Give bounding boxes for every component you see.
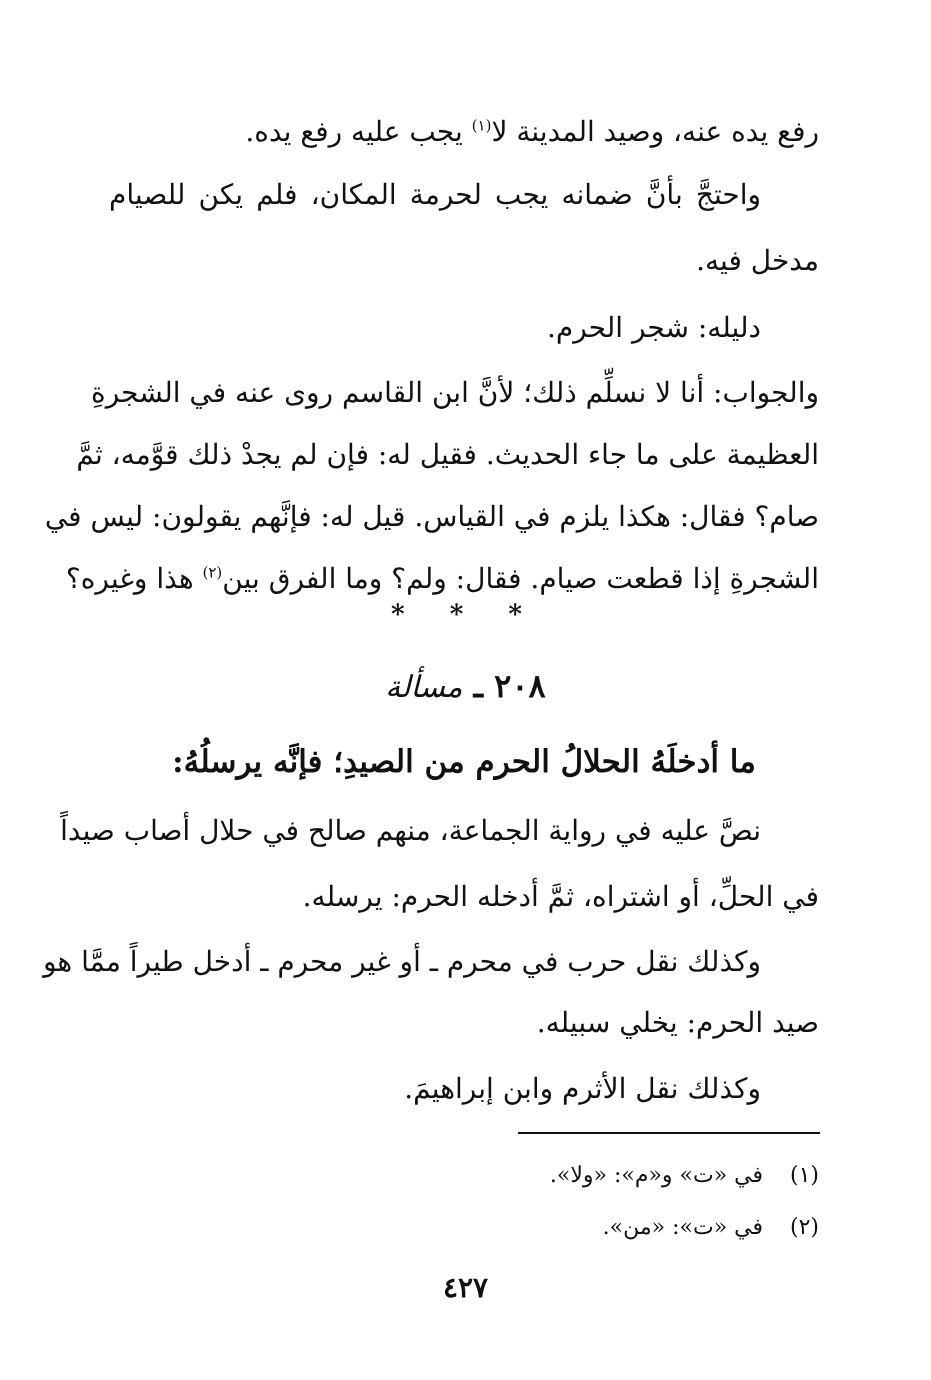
issue-heading: ما أدخلَهُ الحلالُ الحرم من الصيدِ؛ فإنَّه يرسلُهُ: — [172, 744, 756, 780]
text-line: مدخل فيه. — [696, 244, 819, 277]
page-number: ٤٢٧ — [442, 1271, 489, 1304]
section-separator: * * * — [391, 600, 540, 630]
footnote-divider — [518, 1132, 820, 1134]
footnote-number: (١) — [789, 1163, 819, 1188]
text-line-content: الشجرةِ إذا قطعت صيام. فقال: ولم؟ وما الفرق بين — [222, 562, 819, 595]
text-line: دليله: شجر الحرم. — [546, 311, 761, 344]
footnote-item — [419, 1202, 819, 1254]
main-text-section-1 — [44, 102, 819, 610]
footnote-item — [419, 1150, 819, 1202]
text-line: واحتجَّ بأنَّ ضمانه يجب لحرمة المكان، فلم يكن للصيام — [109, 178, 761, 211]
text-line: في الحلِّ، أو اشتراه، ثمَّ أدخله الحرم: يرسله. — [302, 880, 819, 913]
text-line: نصَّ عليه في رواية الجماعة، منهم صالح في حلال أصاب صيداً — [60, 814, 761, 847]
text-line: العظيمة على ما جاء الحديث. فقيل له: فإن لم يجدْ ذلك قوَّمه، ثمَّ — [76, 438, 819, 471]
text-line: صام؟ فقال: هكذا يلزم في القياس. قيل له: فإنَّهم يقولون: ليس في — [44, 500, 819, 533]
issue-dash: ـ — [462, 667, 495, 705]
footnote-number: (٢) — [789, 1215, 819, 1240]
text-line-tail: يجب عليه رفع يده. — [245, 115, 472, 148]
text-line: والجواب: أنا لا نسلِّم ذلك؛ لأنَّ ابن القاسم روى عنه في الشجرةِ — [91, 376, 819, 409]
issue-title — [0, 662, 931, 712]
footnotes — [419, 1150, 819, 1254]
text-line-tail: هذا وغيره؟ — [65, 562, 203, 595]
text-line — [109, 102, 819, 162]
text-line: وكذلك نقل حرب في محرم ـ أو غير محرم ـ أدخل طيراً ممَّا هو — [42, 945, 761, 978]
footnote-ref-1: (١) — [471, 116, 492, 135]
footnote-ref-2: (٢) — [202, 563, 223, 582]
text-line-content: رفع يده عنه، وصيد المدينة لا — [491, 115, 819, 148]
issue-number: ٢٠٨ — [494, 667, 546, 705]
issue-word: مسألة — [385, 670, 463, 705]
text-line: وكذلك نقل الأثرم وابن إبراهيمَ. — [404, 1072, 761, 1105]
footnote-text: في «ت»: «من». — [602, 1215, 763, 1240]
footnote-text: في «ت» و«م»: «ولا». — [549, 1163, 763, 1188]
main-text-section-2 — [42, 800, 819, 1124]
text-line: صيد الحرم: يخلي سبيله. — [536, 1006, 819, 1039]
